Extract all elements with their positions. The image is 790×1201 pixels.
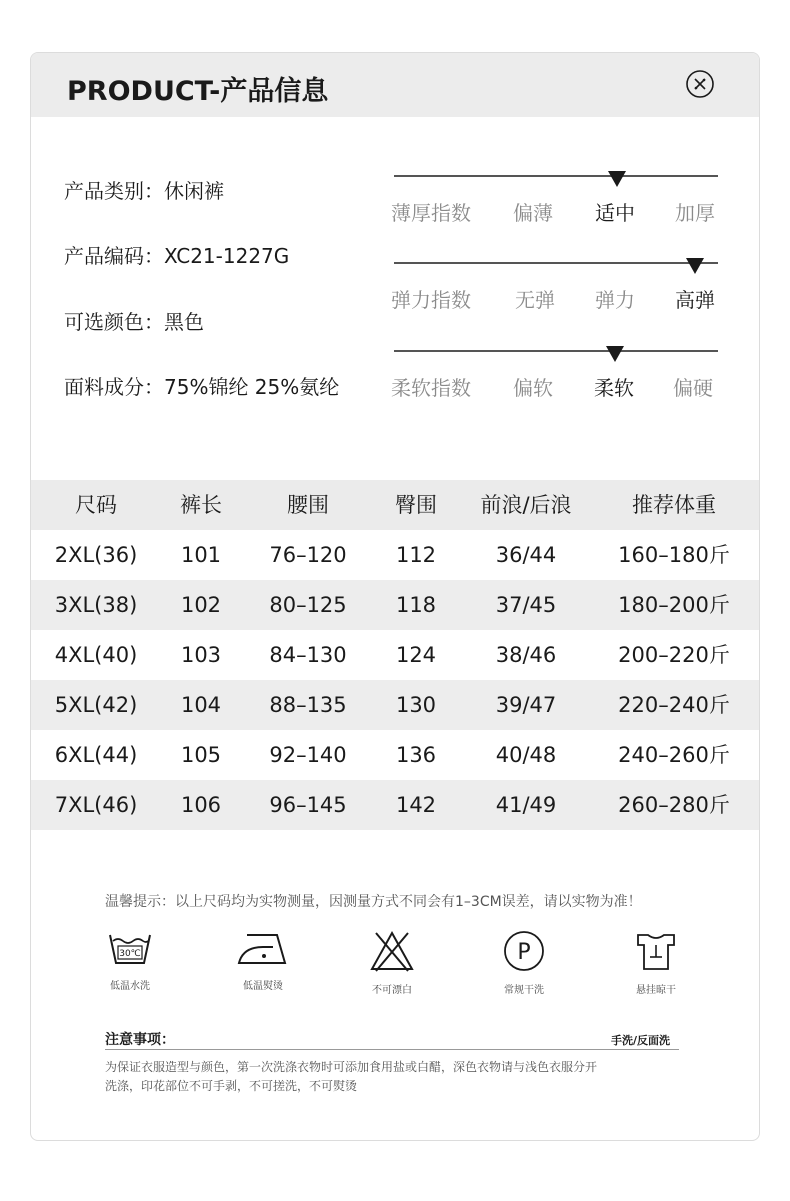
table-cell: 104 <box>180 693 222 717</box>
table-cell: 101 <box>180 543 222 567</box>
table-header-cell: 腰围 <box>287 493 329 517</box>
product-info-card <box>30 52 760 1141</box>
table-cell: 2XL(36) <box>54 543 138 567</box>
care-label: 常规干洗 <box>504 985 544 996</box>
table-header-cell: 裤长 <box>180 493 222 517</box>
table-cell: 102 <box>180 593 222 617</box>
scale-option: 加厚 <box>675 201 715 225</box>
table-header-cell: 臀围 <box>395 493 437 517</box>
scale-option: 弹力 <box>595 288 635 312</box>
table-row <box>31 530 759 580</box>
table-cell: 41/49 <box>495 793 557 817</box>
scale-line <box>394 262 718 264</box>
table-header-row <box>31 480 759 530</box>
dry-clean-letter: P <box>517 940 531 965</box>
wash-30-icon <box>106 929 154 969</box>
table-cell: 106 <box>180 793 222 817</box>
table-cell: 7XL(46) <box>54 793 138 817</box>
table-cell: 6XL(44) <box>54 743 138 767</box>
care-label: 悬挂晾干 <box>636 985 676 996</box>
table-cell: 96–145 <box>269 793 347 817</box>
care-label: 低温熨烫 <box>243 981 283 992</box>
table-cell: 39/47 <box>495 693 557 717</box>
table-cell: 124 <box>395 643 437 667</box>
scale-name: 柔软指数 <box>391 376 471 400</box>
notice-text: 为保证衣服造型与颜色，第一次洗涤衣物时可添加食用盐或白醋，深色衣物请与浅色衣服分开洗涤，印花部位不可手剥，不可搓洗，不可熨烫 <box>105 1060 598 1093</box>
table-cell: 105 <box>180 743 222 767</box>
table-cell: 103 <box>180 643 222 667</box>
table-cell: 3XL(38) <box>54 593 138 617</box>
table-cell: 142 <box>395 793 437 817</box>
table-cell: 112 <box>395 543 437 567</box>
info-color: 可选颜色：黑色 <box>64 310 204 334</box>
table-row <box>31 680 759 730</box>
table-cell: 76–120 <box>269 543 347 567</box>
scale-option-selected: 柔软 <box>594 376 634 400</box>
page-title: PRODUCT-产品信息 <box>67 76 329 107</box>
care-label: 不可漂白 <box>372 985 412 996</box>
no-bleach-icon <box>368 929 416 973</box>
scale-name: 弹力指数 <box>391 288 471 312</box>
table-cell: 160–180斤 <box>618 543 730 567</box>
scale-option: 偏软 <box>513 376 553 400</box>
info-category: 产品类别：休闲裤 <box>64 179 224 203</box>
selected-marker-icon <box>686 258 704 274</box>
scale-option: 偏硬 <box>673 376 713 400</box>
care-item-wash <box>85 929 175 992</box>
info-fabric: 面料成分：75%锦纶 25%氨纶 <box>64 375 340 399</box>
circle-cross-logo-icon <box>685 69 715 99</box>
table-cell: 240–260斤 <box>618 743 730 767</box>
scale-name: 薄厚指数 <box>391 201 471 225</box>
care-label: 低温水洗 <box>110 981 150 992</box>
table-header-cell: 推荐体重 <box>632 493 716 517</box>
table-cell: 80–125 <box>269 593 347 617</box>
care-item-dry-clean <box>479 929 569 996</box>
divider <box>105 1049 679 1050</box>
care-item-hang-dry <box>611 929 701 996</box>
table-cell: 4XL(40) <box>54 643 138 667</box>
table-cell: 37/45 <box>495 593 557 617</box>
header-bar <box>31 53 759 117</box>
table-cell: 118 <box>395 593 437 617</box>
hang-dry-icon <box>632 929 680 973</box>
care-item-iron <box>218 929 308 992</box>
table-cell: 220–240斤 <box>618 693 730 717</box>
dry-clean-p-icon <box>500 929 548 973</box>
table-cell: 136 <box>395 743 437 767</box>
scale-option: 偏薄 <box>513 201 553 225</box>
table-cell: 36/44 <box>495 543 557 567</box>
notice-title: 注意事项： <box>105 1032 175 1048</box>
selected-marker-icon <box>608 171 626 187</box>
info-code: 产品编码：XC21-1227G <box>64 244 290 268</box>
table-row <box>31 580 759 630</box>
table-cell: 5XL(42) <box>54 693 138 717</box>
table-cell: 40/48 <box>495 743 557 767</box>
table-cell: 260–280斤 <box>618 793 730 817</box>
wash-temp: 30℃ <box>119 949 141 959</box>
scale-option: 无弹 <box>515 288 555 312</box>
table-row <box>31 730 759 780</box>
table-header-cell: 前浪/后浪 <box>480 493 572 517</box>
scale-option-selected: 适中 <box>595 201 635 225</box>
scale-option-selected: 高弹 <box>675 288 715 312</box>
table-cell: 88–135 <box>269 693 347 717</box>
care-item-bleach <box>347 929 437 996</box>
table-row <box>31 630 759 680</box>
table-cell: 38/46 <box>495 643 557 667</box>
scale-line <box>394 350 718 352</box>
scale-line <box>394 175 718 177</box>
table-cell: 92–140 <box>269 743 347 767</box>
iron-low-icon <box>233 929 293 969</box>
table-row <box>31 780 759 830</box>
table-cell: 200–220斤 <box>618 643 730 667</box>
table-cell: 84–130 <box>269 643 347 667</box>
table-cell: 130 <box>395 693 437 717</box>
measurement-tip: 温馨提示：以上尺码均为实物测量，因测量方式不同会有1–3CM误差，请以实物为准！ <box>105 894 642 910</box>
table-header-cell: 尺码 <box>75 493 117 517</box>
table-cell: 180–200斤 <box>618 593 730 617</box>
notice-wash-method: 手洗/反面洗 <box>611 1034 671 1047</box>
selected-marker-icon <box>606 346 624 362</box>
